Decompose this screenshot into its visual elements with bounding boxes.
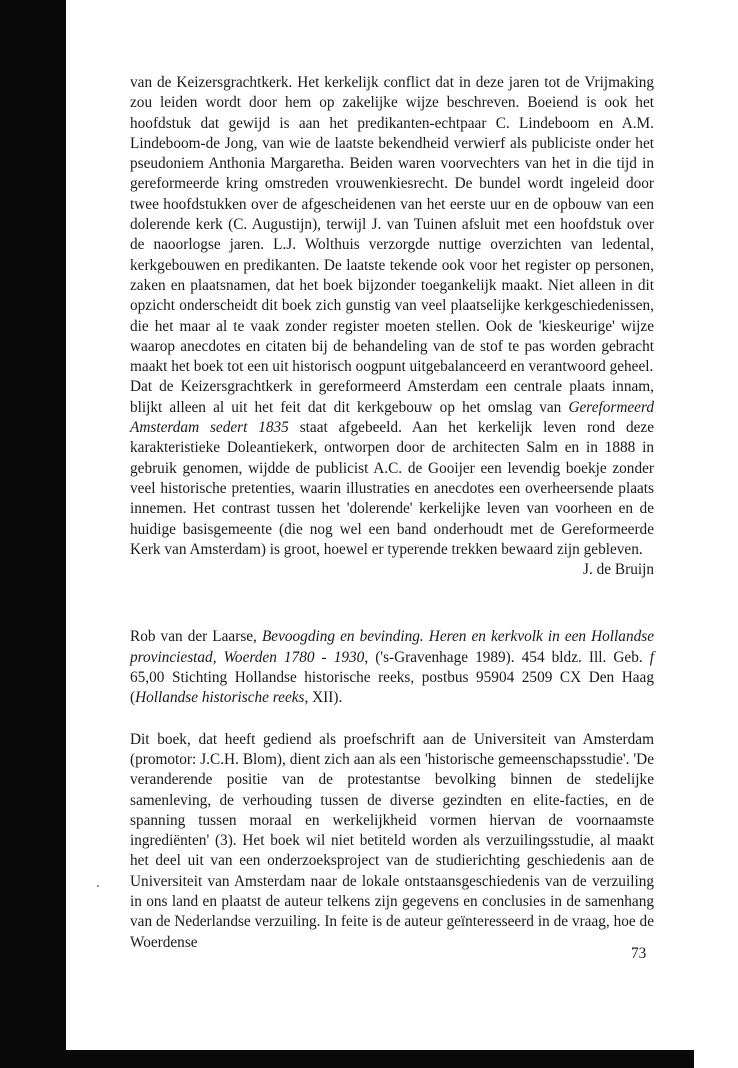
- review1-paragraph1: van de Keizersgrachtkerk. Het kerkelijk conflict dat in deze jaren tot de Vrijmaking zou leiden wordt door hem op zakelijke wijze beschreven. Boeiend is ook het hoofdstuk dat gewijd is aan het predikanten-echtpaar C. Lindeboom en A.M. Lindeboom-de Jong, van wie de laatste bekendheid verwierf als publiciste onder het pseudoniem Anthonia Margaretha. Beiden waren voorvechters van het in die tijd in gereformeerde kring omstreden vrouwenkiesrecht. De bundel wordt ingeleid door twee hoofdstukken over de afgescheidenen van het eerste uur en de opbouw van een dolerende kerk (C. Augustijn), terwijl J. van Tuinen afsluit met een hoofdstuk over de naoorlogse jaren. L.J. Wolthuis verzorgde nuttige overzichten van ledental, kerkgebouwen en predikanten. De laatste tekende ook voor het register op personen, zaken en plaatsnamen, dat het boek bijzonder toegankelijk maakt. Niet alleen in dit opzicht onderscheidt dit boek zich gunstig van veel plaatselijke kerkgeschiedenissen, die het maar al te vaak zonder register moeten stellen. Ook de 'kieskeurige' wijze waarop anecdotes en citaten bij de behandeling van de stof te pas worden gebracht maakt het boek tot een uit historisch oogpunt uitgebalanceerd en verantwoord geheel.: [130, 74, 654, 376]
- paragraph-gap: [130, 709, 654, 730]
- p2-text-b: staat afgebeeld. Aan het kerkelijk leven rond deze karakteristieke Doleantiekerk, ontworpen door de architecten Salm en in 1888 in gebruik genomen, wijdde de publicist A.C. de Gooijer een levendig boekje zonder veel historische pretenties, waarin illustraties en anecdotes een overheersende plaats innemen. Het contrast tussen het 'dolerende' kerkelijke leven van voorheen en de huidige basisgemeente (die nog wel een band onderhoudt met de Gereformeerde Kerk van Amsterdam) is groot, hoewel er typerende trekken bewaard zijn gebleven.: [130, 419, 654, 558]
- scan-border-left: [0, 0, 66, 1068]
- page-number: 73: [631, 945, 647, 962]
- citation-series-number: , XII).: [304, 689, 343, 707]
- review1-paragraph2: [130, 377, 654, 560]
- p2-book-title: Gereformeerd Amsterdam sedert 1835: [130, 398, 654, 437]
- section-gap: [130, 580, 654, 627]
- stray-mark: [97, 885, 99, 887]
- citation-author: Rob van der Laarse,: [130, 628, 262, 646]
- citation-title: Bevoogding en bevinding. Heren en kerkvolk in een Hollandse provinciestad, Woerden 1780 - 1930: [130, 628, 654, 666]
- review2-citation: [130, 627, 654, 708]
- review1-signature: J. de Bruijn: [583, 561, 654, 579]
- citation-publication: , ('s-Gravenhage 1989). 454 bldz. Ill. Geb.: [364, 648, 650, 666]
- citation-price: 65,00 Stichting Hollandse historische reeks, postbus 95904 2509 CX Den Haag (: [130, 669, 654, 707]
- review2-body: Dit boek, dat heeft gediend als proefschrift aan de Universiteit van Amsterdam (promotor: J.C.H. Blom), dient zich aan als een 'historische gemeenschapsstudie'. 'De veranderende positie van de protestantse bevolking binnen de stedelijke samenleving, de verhouding tussen de diverse gezindten en elite-facties, en de spanning tussen moraal en werkelijkheid vormen hiervan de voornaamste ingrediënten' (3). Het boek wil niet betiteld worden als verzuilingsstudie, al maakt het deel uit van een onderzoeksproject van de studierichting geschiedenis aan de Universiteit van Amsterdam naar de lokale ontstaansgeschiedenis van de verzuiling in ons land en plaatst de auteur telkens zijn gegevens en conclusies in de samenhang van de Nederlandse verzuiling. In feite is de auteur geïnteresseerd in de vraag, hoe de Woerdense: [130, 730, 654, 951]
- citation-series: Hollandse historische reeks: [135, 689, 305, 707]
- page-body: [130, 73, 654, 953]
- citation-florin: f: [649, 648, 654, 666]
- p2-text-a: Dat de Keizersgrachtkerk in gereformeerd Amsterdam een centrale plaats innam, blijkt alleen al uit het feit dat dit kerkgebouw op het omslag van: [130, 378, 654, 416]
- scan-border-bottom: [0, 1050, 694, 1068]
